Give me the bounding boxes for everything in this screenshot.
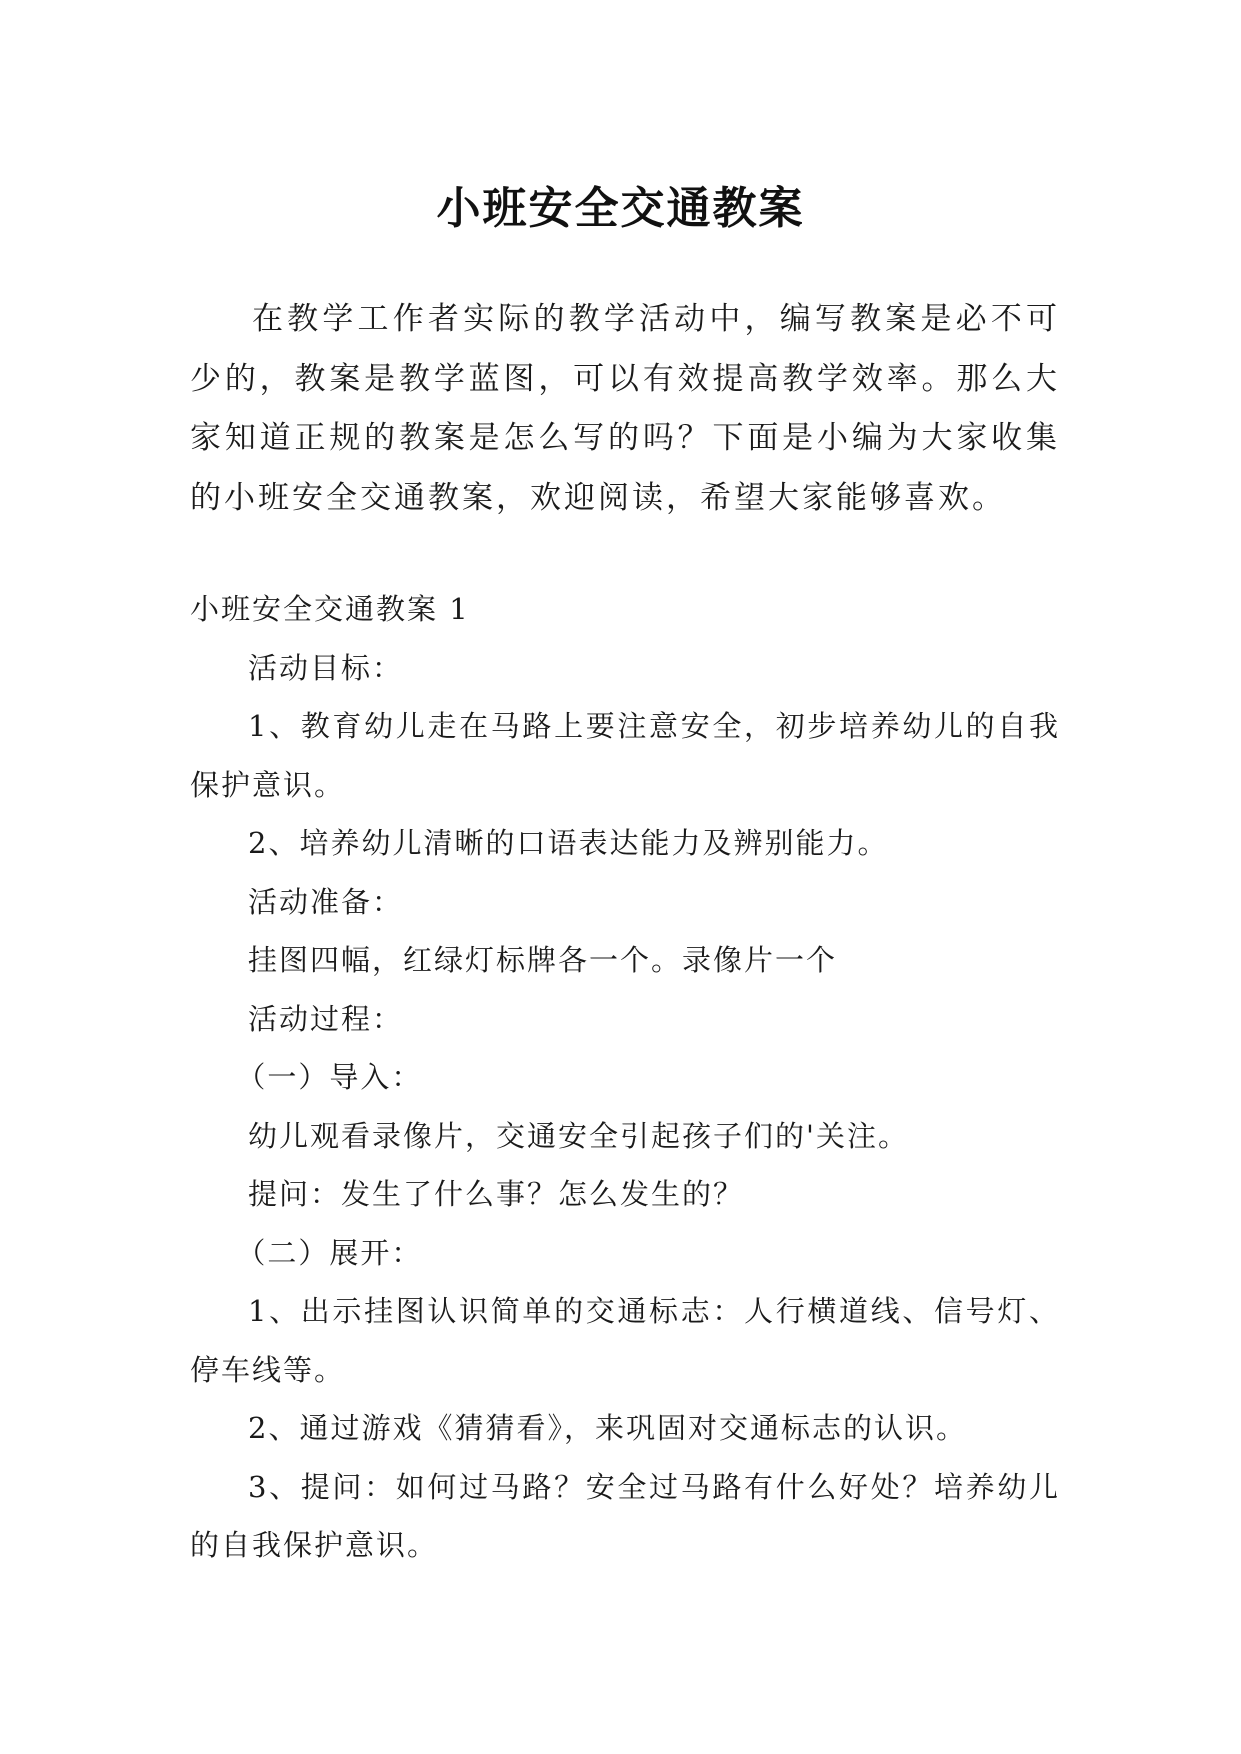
process-heading: 活动过程： [248,1001,404,1036]
step-intro-text: 幼儿观看录像片，交通安全引起孩子们的'关注。 [248,1118,909,1153]
section-heading: 小班安全交通教案 1 [190,592,470,626]
expand-item-1: 1、出示挂图认识简单的交通标志：人行横道线、信号灯、停车线等。 [190,1294,1060,1387]
question-text: 提问：发生了什么事？怎么发生的？ [248,1177,745,1211]
document-title: 小班安全交通教案 [436,183,805,235]
step-intro-heading: （一）导入： [236,1060,423,1094]
activity-goals-heading: 活动目标： [248,650,404,685]
step-expand-heading: （二）展开： [236,1235,423,1270]
intro-paragraph: 在教学工作者实际的教学活动中，编写教案是必不可少的，教案是教学蓝图，可以有效提高教学效率。那么大家知道正规的教案是怎么写的吗？下面是小编为大家收集的小班安全交通教案，欢迎阅读，希望大家能够喜欢。 [190,301,1060,516]
goal-item-2: 2、培养幼儿清晰的口语表达能力及辨别能力。 [248,826,889,860]
preparation-text: 挂图四幅，红绿灯标牌各一个。录像片一个 [248,943,838,977]
goal-item-1: 1、教育幼儿走在马路上要注意安全，初步培养幼儿的自我保护意识。 [190,709,1060,802]
expand-item-2: 2、通过游戏《猜猜看》，来巩固对交通标志的认识。 [248,1411,967,1445]
expand-item-3: 3、提问：如何过马路？安全过马路有什么好处？培养幼儿的自我保护意识。 [190,1469,1060,1562]
lesson-plan-section [190,580,1060,1575]
preparation-heading: 活动准备： [248,884,404,919]
